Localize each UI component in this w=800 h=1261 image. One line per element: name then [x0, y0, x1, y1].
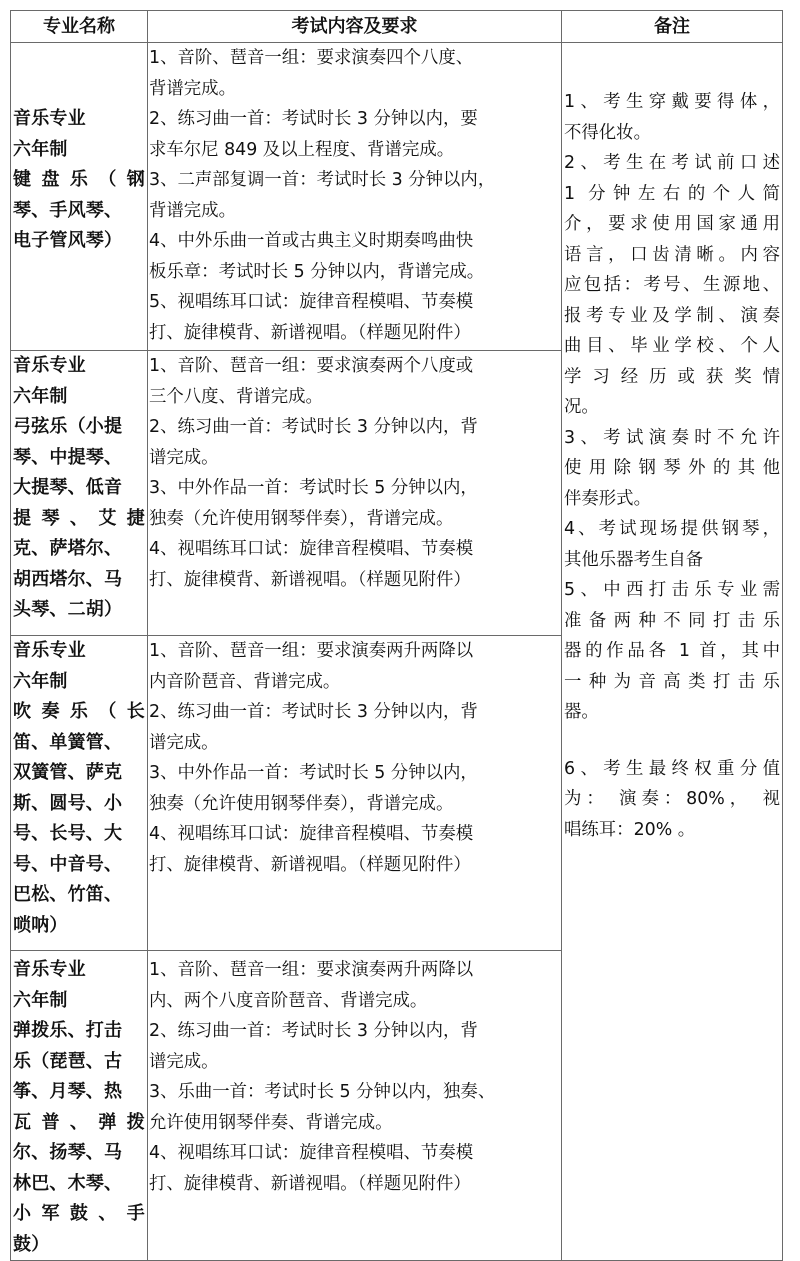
header-major: 专业名称 [11, 11, 148, 43]
note-line: 使用除钢琴外的其他 [564, 458, 780, 478]
major-line: 乐（琵琶、古 [13, 1050, 123, 1072]
content-line: 3、二声部复调一首：考试时长 3 分钟以内， [149, 170, 496, 190]
note-line: 介，要求使用国家通用 [564, 214, 780, 234]
major-line: 林巴、木琴、 [13, 1172, 123, 1194]
major-cell-plucked-percussion [11, 951, 148, 1261]
major-line: 吹 奏 乐 （ 长 [13, 701, 145, 722]
content-line: 1、音阶、琶音一组：要求演奏两升两降以 [149, 960, 474, 980]
note-line: 6、考生最终权重分值 [564, 758, 780, 779]
content-cell-strings [148, 351, 562, 636]
content-line: 内音阶琶音、背谱完成。 [149, 671, 341, 692]
table-row [11, 43, 783, 351]
content-line: 1、音阶、琶音一组：要求演奏两升两降以 [149, 641, 474, 661]
content-line: 1、音阶、琶音一组：要求演奏四个八度、 [149, 48, 474, 68]
major-line: 笛、单簧管、 [13, 731, 123, 753]
content-line: 内、两个八度音阶琶音、背谱完成。 [149, 990, 428, 1011]
content-line: 4、中外乐曲一首或古典主义时期奏鸣曲快 [149, 231, 474, 251]
major-line: 头琴、二胡） [13, 599, 123, 620]
content-line: 打、旋律模背、新谱视唱。（样题见附件） [149, 322, 471, 343]
content-line: 2、练习曲一首：考试时长 3 分钟以内，背 [149, 702, 478, 722]
content-line: 3、中外作品一首：考试时长 5 分钟以内， [149, 478, 478, 498]
major-line: 胡西塔尔、马 [13, 568, 123, 590]
major-line: 六年制 [13, 670, 68, 692]
note-line: 唱练耳：20% 。 [564, 819, 696, 840]
note-line: 器的作品各 1 首，其中 [564, 641, 780, 661]
note-line: 器。 [564, 702, 599, 722]
major-line: 音乐专业 [13, 640, 86, 661]
major-line: 键 盘 乐 （ 钢 [13, 169, 145, 190]
note-line: 2、考生在考试前口述 [564, 153, 780, 173]
note-line: 语言，口齿清晰。内容 [564, 244, 780, 265]
content-line: 1、音阶、琶音一组：要求演奏两个八度或 [149, 356, 474, 376]
major-line: 筝、月琴、热 [13, 1081, 123, 1102]
major-line: 号、中音号、 [13, 853, 123, 875]
major-line: 斯、圆号、小 [13, 792, 123, 814]
content-cell-plucked-percussion [148, 951, 562, 1261]
content-line: 允许使用钢琴伴奏、背谱完成。 [149, 1112, 393, 1133]
note-line: 曲目、毕业学校、个人 [564, 336, 780, 356]
major-line: 大提琴、低音 [13, 477, 123, 498]
major-line: 六年制 [13, 138, 68, 160]
content-line: 2、练习曲一首：考试时长 3 分钟以内，要 [149, 109, 478, 129]
content-line: 3、乐曲一首：考试时长 5 分钟以内，独奏、 [149, 1082, 496, 1102]
major-line: 琴、中提琴、 [13, 446, 123, 468]
major-line: 巴松、竹笛、 [13, 884, 123, 905]
major-line: 提 琴 、 艾 捷 [13, 507, 145, 529]
content-line: 独奏（允许使用钢琴伴奏），背谱完成。 [149, 793, 454, 814]
major-cell-strings [11, 351, 148, 636]
content-line: 三个八度、背谱完成。 [149, 386, 323, 407]
major-line: 弓弦乐（小提 [13, 416, 123, 437]
content-line: 2、练习曲一首：考试时长 3 分钟以内，背 [149, 417, 478, 437]
header-row [11, 11, 783, 43]
content-cell-keyboard [148, 43, 562, 351]
content-line: 独奏（允许使用钢琴伴奏），背谱完成。 [149, 508, 454, 529]
major-line: 电子管风琴） [13, 230, 123, 251]
note-line: 3、考试演奏时不允许 [564, 427, 780, 448]
note-line: 1 分钟左右的个人简 [564, 183, 780, 204]
note-line: 5、中西打击乐专业需 [564, 580, 780, 600]
header-content: 考试内容及要求 [148, 11, 562, 43]
content-line: 打、旋律模背、新谱视唱。（样题见附件） [149, 854, 471, 875]
note-line: 准备两种不同打击乐 [564, 610, 780, 631]
note-line: 为： 演奏：80%， 视 [564, 789, 780, 809]
major-line: 唢呐） [13, 914, 68, 936]
content-line: 谱完成。 [149, 447, 219, 468]
note-line: 应包括：考号、生源地、 [564, 275, 780, 295]
note-line: 其他乐器考生自备 [564, 549, 704, 570]
content-line: 打、旋律模背、新谱视唱。（样题见附件） [149, 569, 471, 590]
major-line: 鼓） [13, 1233, 50, 1255]
content-line: 背谱完成。 [149, 78, 236, 99]
content-line: 板乐章：考试时长 5 分钟以内，背谱完成。 [149, 261, 485, 282]
content-line: 谱完成。 [149, 732, 219, 753]
header-note: 备注 [562, 11, 783, 43]
major-line: 六年制 [13, 989, 68, 1011]
major-line: 弹拨乐、打击 [13, 1020, 123, 1041]
content-line: 4、视唱练耳口试：旋律音程模唱、节奏模 [149, 824, 474, 844]
content-cell-winds [148, 636, 562, 951]
exam-requirements-table [10, 10, 783, 1261]
content-line: 2、练习曲一首：考试时长 3 分钟以内，背 [149, 1021, 478, 1041]
note-line: 一种为音高类打击乐 [564, 671, 780, 692]
major-line: 六年制 [13, 385, 68, 407]
note-line: 况。 [564, 397, 599, 417]
content-line: 3、中外作品一首：考试时长 5 分钟以内， [149, 763, 478, 783]
content-line: 4、视唱练耳口试：旋律音程模唱、节奏模 [149, 1143, 474, 1163]
note-line: 1、考生穿戴要得体， [564, 92, 780, 112]
note-line: 伴奏形式。 [564, 488, 651, 509]
major-cell-winds [11, 636, 148, 951]
note-line: 报考专业及学制、演奏 [564, 305, 780, 326]
major-line: 瓦 普 、 弹 拨 [13, 1111, 145, 1133]
major-line: 琴、手风琴、 [13, 199, 123, 221]
major-line: 双簧管、萨克 [13, 762, 123, 783]
content-line: 4、视唱练耳口试：旋律音程模唱、节奏模 [149, 539, 474, 559]
content-line: 5、视唱练耳口试：旋律音程模唱、节奏模 [149, 292, 474, 312]
major-line: 克、萨塔尔、 [13, 538, 123, 559]
major-line: 小 军 鼓 、 手 [13, 1203, 145, 1224]
content-line: 求车尔尼 849 及以上程度、背谱完成。 [149, 139, 455, 160]
note-line: 4、考试现场提供钢琴， [564, 519, 780, 539]
content-line: 背谱完成。 [149, 200, 236, 221]
major-line: 尔、扬琴、马 [13, 1142, 123, 1163]
major-cell-keyboard [11, 43, 148, 351]
note-line: 不得化妆。 [564, 122, 651, 143]
notes-cell [562, 43, 783, 1261]
note-line: 学 习 经 历 或 获 奖 情 [564, 366, 780, 387]
content-line: 打、旋律模背、新谱视唱。（样题见附件） [149, 1173, 471, 1194]
major-line: 号、长号、大 [13, 823, 123, 844]
note-spacer [564, 728, 782, 754]
major-line: 音乐专业 [13, 355, 86, 376]
major-line: 音乐专业 [13, 959, 86, 980]
major-line: 音乐专业 [13, 108, 86, 129]
content-line: 谱完成。 [149, 1051, 219, 1072]
